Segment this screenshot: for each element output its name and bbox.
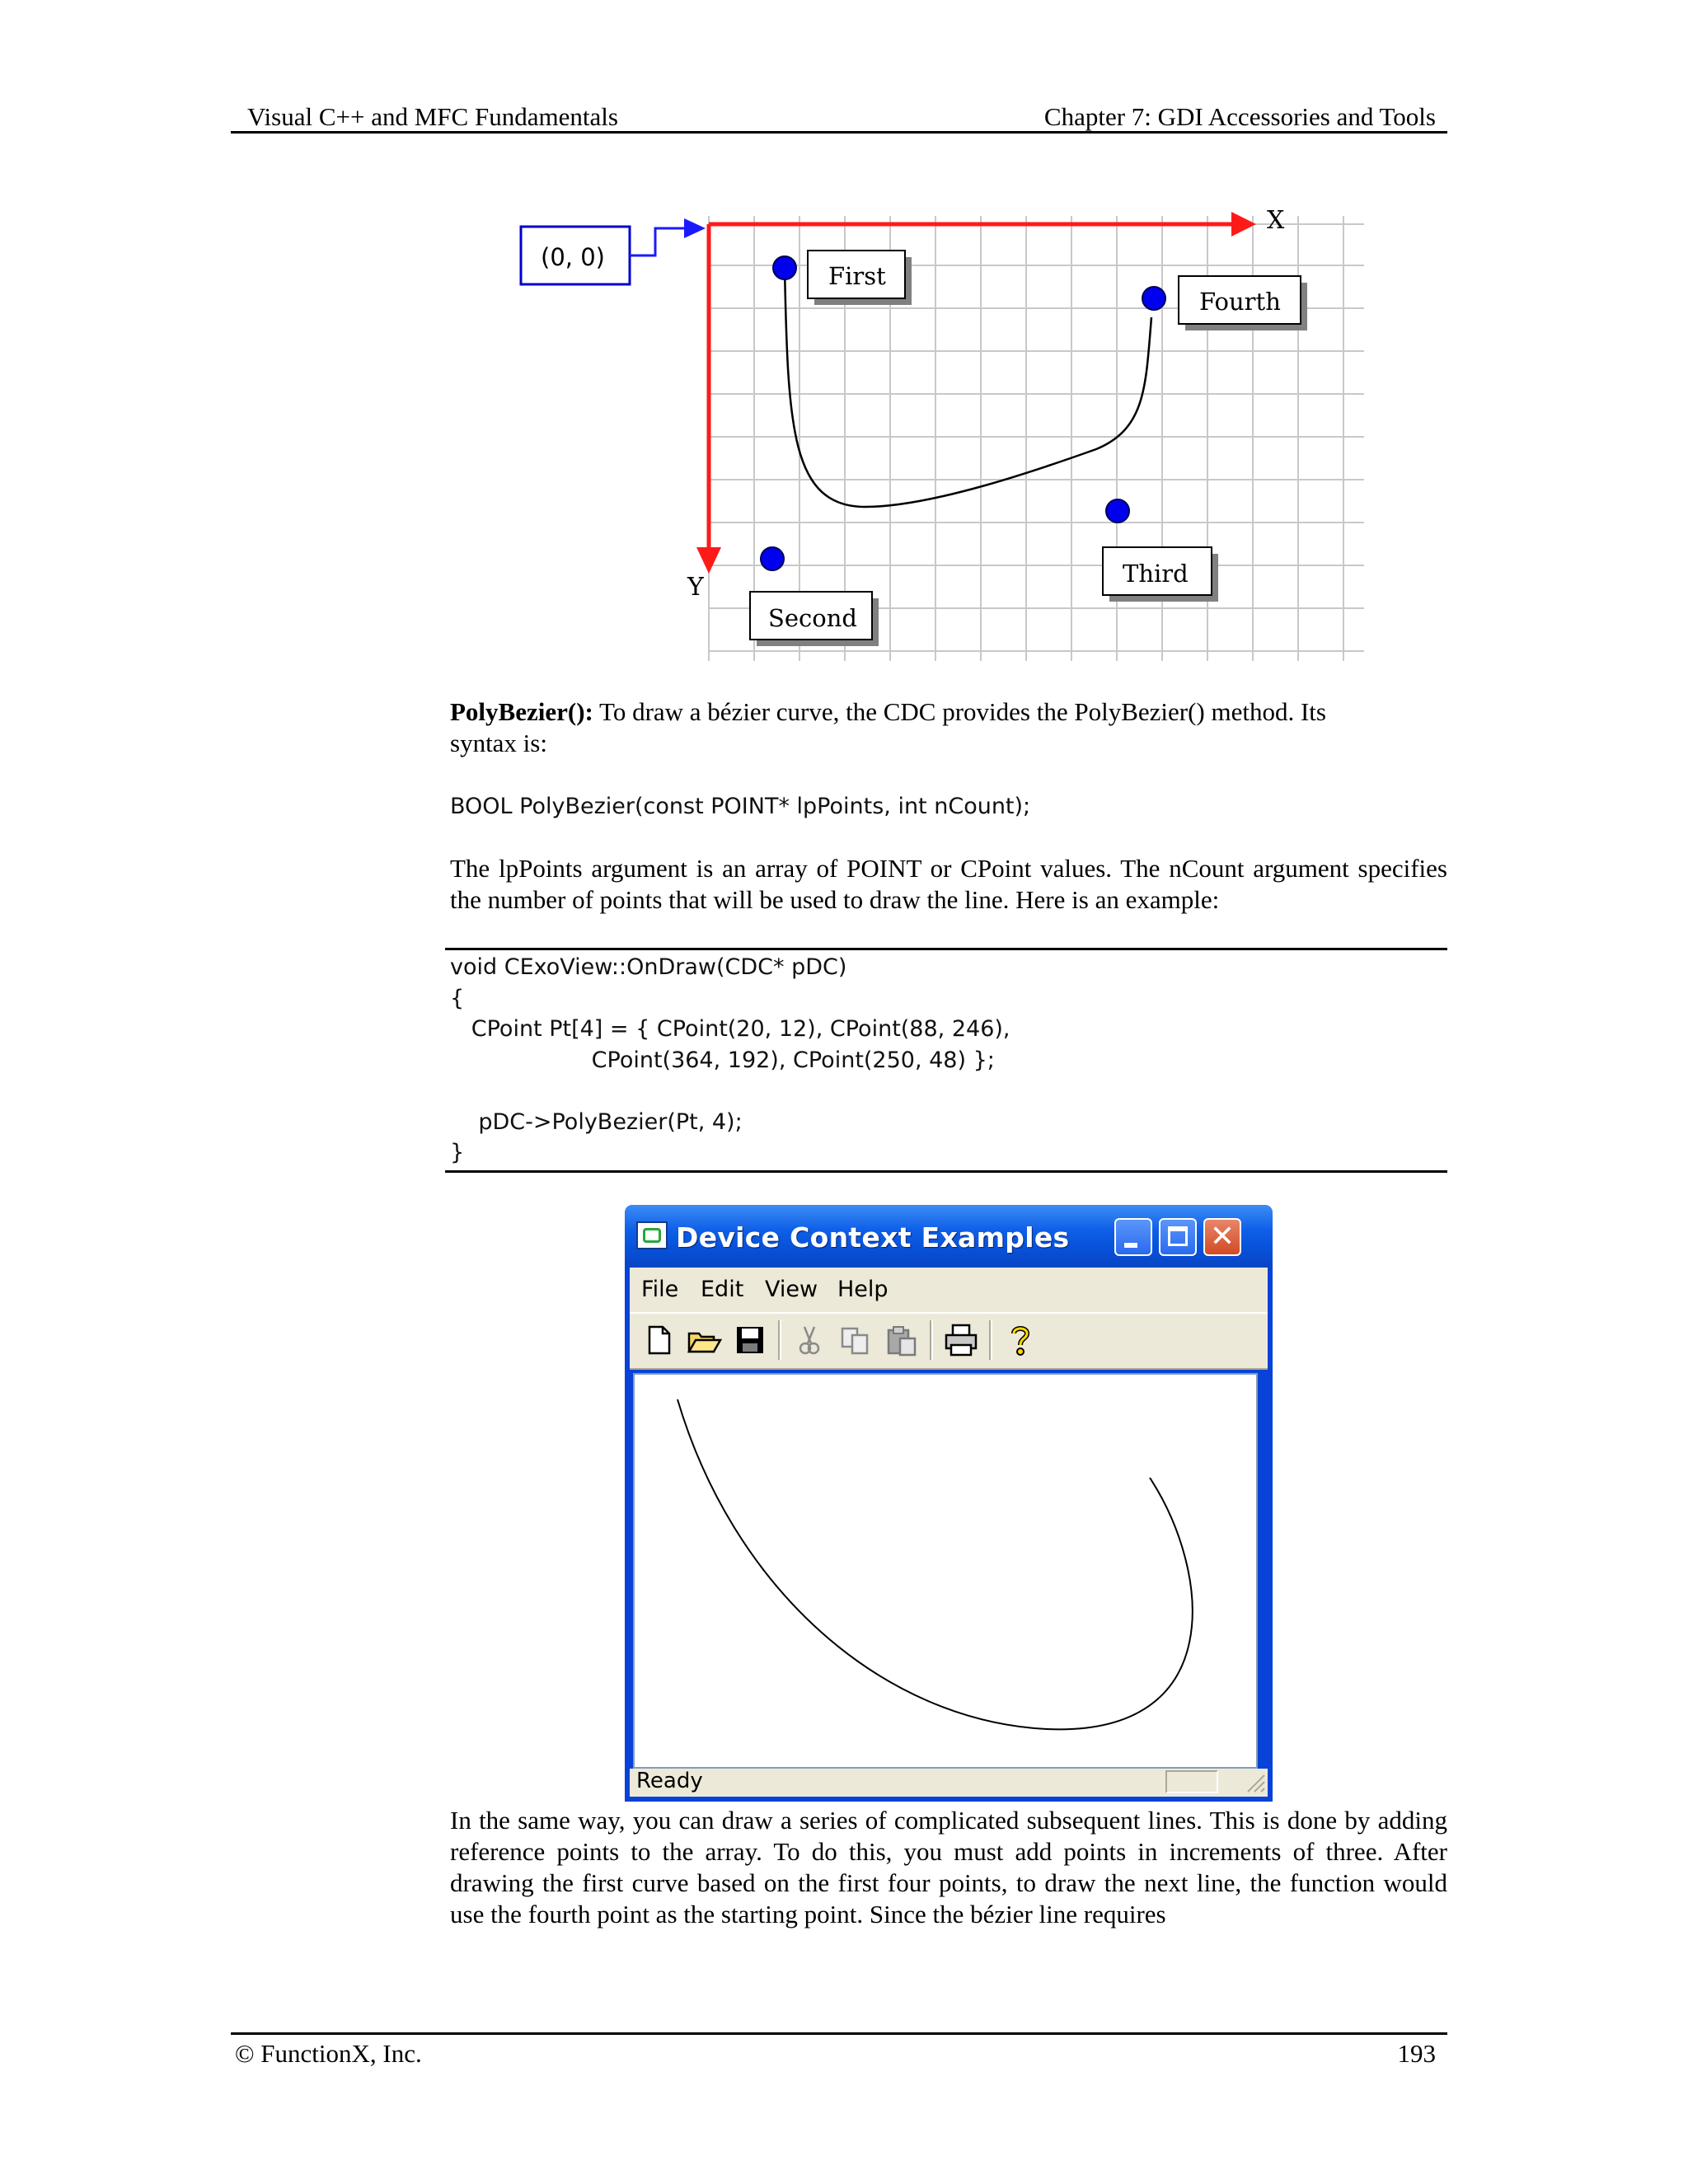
y-axis-arrowhead (696, 547, 721, 574)
paste-clipboard-icon (884, 1322, 920, 1358)
copy-button[interactable] (837, 1322, 874, 1358)
x-axis-label: X (1267, 206, 1285, 235)
label-second-text: Second (768, 604, 857, 632)
control-point-first (773, 256, 796, 279)
open-file-button[interactable] (686, 1322, 722, 1358)
menu-bar (630, 1268, 1268, 1312)
label-first-text: First (828, 262, 886, 290)
code-line: { (450, 986, 465, 1011)
menu-file[interactable]: File (641, 1277, 679, 1302)
help-question-icon (1002, 1322, 1039, 1358)
title-bar[interactable] (625, 1205, 1273, 1268)
minimize-button[interactable] (1114, 1218, 1152, 1256)
code-bottom-rule (445, 1170, 1447, 1173)
origin-label: (0, 0) (541, 243, 605, 271)
polybezier-intro (450, 696, 1447, 759)
label-fourth-text: Fourth (1199, 288, 1281, 316)
new-file-button[interactable] (641, 1322, 678, 1358)
printer-icon (943, 1322, 979, 1358)
print-button[interactable] (943, 1322, 979, 1358)
status-bar (630, 1769, 1268, 1797)
window-title: Device Context Examples (676, 1221, 1070, 1254)
cut-button[interactable] (791, 1322, 828, 1358)
y-axis-label: Y (687, 573, 704, 602)
open-folder-icon (686, 1322, 722, 1358)
code-line: void CExoView::OnDraw(CDC* pDC) (450, 954, 847, 980)
scissors-icon (791, 1322, 828, 1358)
menu-edit[interactable]: Edit (701, 1277, 744, 1302)
label-third-text: Third (1123, 560, 1189, 588)
code-top-rule (445, 948, 1447, 950)
label-fourth (1179, 276, 1307, 330)
code-line: CPoint Pt[4] = { CPoint(20, 12), CPoint(88, 246), (450, 1016, 1010, 1042)
page-number: 193 (1397, 2039, 1436, 2068)
close-icon: ✕ (1209, 1220, 1236, 1254)
drawn-bezier-curve (635, 1375, 1256, 1767)
origin-pointer-arrow (630, 228, 684, 255)
running-header-title: Visual C++ and MFC Fundamentals (247, 102, 618, 131)
running-header-chapter: Chapter 7: GDI Accessories and Tools (1043, 102, 1436, 131)
client-area[interactable] (633, 1373, 1258, 1769)
menu-help[interactable]: Help (837, 1277, 889, 1302)
footer-rule (231, 2032, 1447, 2035)
syntax-line: BOOL PolyBezier(const POINT* lpPoints, int nCount); (450, 794, 1031, 819)
app-icon (636, 1221, 668, 1249)
code-line: } (450, 1140, 465, 1165)
polybezier-intro-line2: syntax is: (450, 729, 547, 757)
explanation-paragraph: The lpPoints argument is an array of POINT or CPoint values. The nCount argument specifies the number of points that will be used to draw the line. Here is an example: (450, 854, 1447, 914)
code-line: CPoint(364, 192), CPoint(250, 48) }; (450, 1047, 995, 1073)
polybezier-intro-text: To draw a bézier curve, the CDC provides the PolyBezier() method. Its (593, 697, 1326, 726)
polybezier-term: PolyBezier(): (450, 697, 593, 726)
code-line: pDC->PolyBezier(Pt, 4); (450, 1109, 743, 1135)
save-disk-icon (732, 1322, 768, 1358)
origin-pointer-arrowhead (684, 218, 706, 238)
bezier-coordinate-diagram (511, 198, 1385, 676)
control-point-second (761, 547, 784, 570)
control-point-third (1106, 499, 1129, 523)
toolbar-separator (989, 1320, 992, 1360)
app-window (625, 1205, 1273, 1802)
footer-copyright: © FunctionX, Inc. (235, 2039, 422, 2068)
copy-icon (837, 1322, 874, 1358)
menu-view[interactable]: View (765, 1277, 818, 1302)
label-first (808, 251, 912, 305)
status-pane (1165, 1770, 1218, 1793)
maximize-button[interactable] (1159, 1218, 1197, 1256)
close-button[interactable] (1203, 1218, 1241, 1256)
toolbar (630, 1312, 1268, 1370)
save-button[interactable] (732, 1322, 768, 1358)
label-third (1103, 547, 1218, 602)
resize-grip-icon[interactable] (1245, 1772, 1266, 1793)
paste-button[interactable] (884, 1322, 920, 1358)
toolbar-separator (778, 1320, 781, 1360)
new-file-icon (641, 1322, 678, 1358)
help-button[interactable] (1002, 1322, 1039, 1358)
label-second (750, 592, 879, 646)
closing-paragraph: In the same way, you can draw a series of complicated subsequent lines. This is done by adding reference points to the array. To do this, you must add points in increments of three. After drawing the first curve based on the first four points, to draw the next line, the function would use the fourth point as the starting point. Since the bézier line requires (450, 1806, 1447, 1929)
control-point-fourth (1142, 287, 1165, 310)
toolbar-separator (930, 1320, 933, 1360)
header-rule (231, 131, 1447, 134)
status-text: Ready (636, 1769, 703, 1793)
